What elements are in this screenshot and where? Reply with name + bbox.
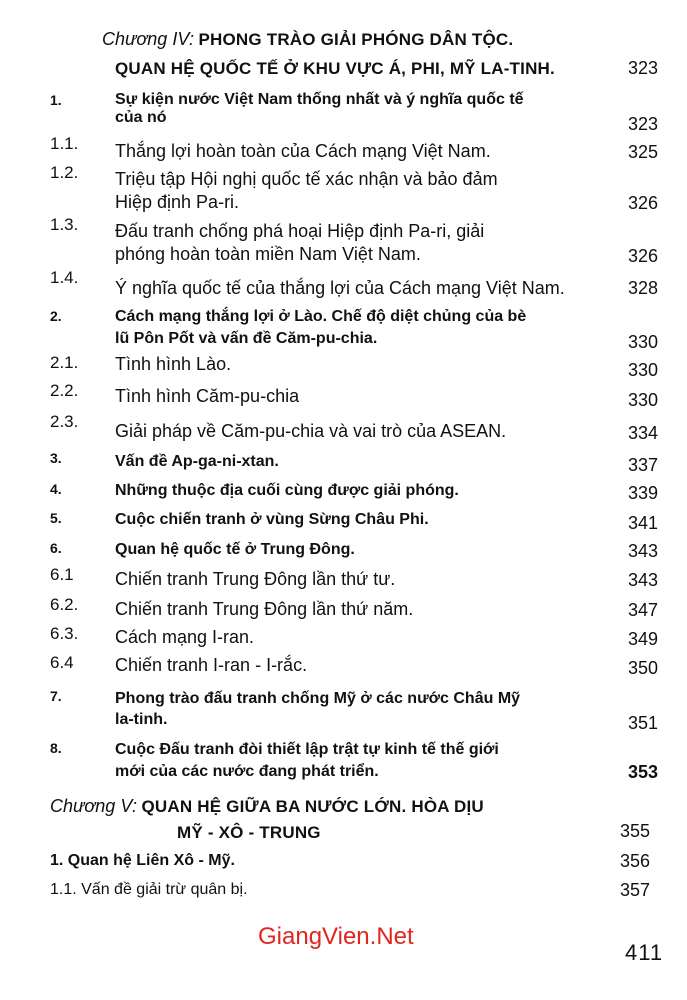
toc-entry-page: 350: [627, 658, 658, 678]
toc-entry-page: 323: [627, 114, 658, 134]
watermark-text: GiangVien.Net: [258, 923, 414, 950]
toc-entry-title: Sự kiện nước Việt Nam thống nhất và ý nghĩa quốc tế: [115, 91, 524, 108]
toc-entry-number: 6.2.: [50, 595, 79, 614]
toc-entry-page: 330: [627, 332, 658, 352]
toc-entry-number: 1.: [50, 92, 62, 108]
chapter-5-title-line1: QUAN HỆ GIỮA BA NƯỚC LỚN. HÒA DỊU: [141, 797, 484, 816]
toc-entry-page: 330: [627, 360, 658, 380]
chapter-4-title-line1: PHONG TRÀO GIẢI PHÓNG DÂN TỘC.: [198, 30, 514, 49]
toc-entry-page: 326: [627, 246, 658, 266]
toc-entry-page: 330: [627, 390, 658, 410]
chapter-4-title-line2: QUAN HỆ QUỐC TẾ Ở KHU VỰC Á, PHI, MỸ LA-TINH.: [115, 59, 555, 78]
toc-entry-title: Cuộc chiến tranh ở vùng Sừng Châu Phi.: [115, 511, 429, 528]
toc-entry-page: 337: [627, 455, 658, 475]
chapter-5-title-line2: MỸ - XÔ - TRUNG: [177, 823, 321, 842]
toc-entry-number: 6.4: [50, 653, 74, 672]
toc-entry-number: 1.1.: [50, 134, 79, 153]
toc-entry-page: 351: [627, 713, 658, 733]
toc-entry-page: 349: [627, 629, 658, 649]
toc-entry-title: Phong trào đấu tranh chống Mỹ ở các nước Châu Mỹ: [115, 690, 521, 707]
chapter-4-page: 323: [627, 58, 658, 78]
toc-entry-number: 4.: [50, 481, 62, 497]
toc-entry-title: Những thuộc địa cuối cùng được giải phóng.: [115, 482, 459, 499]
toc-entry-title-cont: phóng hoàn toàn miền Nam Việt Nam.: [115, 244, 421, 264]
toc-entry-number: 6.1: [50, 565, 74, 584]
toc-entry-title: Chiến tranh I-ran - I-rắc.: [115, 655, 308, 675]
toc-entry-number: 8.: [50, 740, 62, 756]
chapter-4-label: Chương IV:: [102, 29, 195, 49]
toc-entry-number: 6.3.: [50, 624, 79, 643]
toc-entry-title: 1. Quan hệ Liên Xô - Mỹ.: [50, 852, 235, 869]
chapter-5-page: 355: [619, 821, 650, 841]
toc-entry-page: 347: [627, 600, 658, 620]
toc-entry-number: 2.: [50, 308, 62, 324]
toc-entry-page: 341: [627, 513, 658, 533]
toc-entry-title: Ý nghĩa quốc tế của thắng lợi của Cách mạng Việt Nam.: [115, 278, 565, 298]
toc-entry-title: Chiến tranh Trung Đông lần thứ năm.: [115, 599, 414, 619]
toc-entry-page: 343: [627, 570, 658, 590]
toc-entry-title: Cách mạng I-ran.: [115, 627, 255, 647]
toc-entry-title-cont: la-tinh.: [115, 711, 168, 728]
toc-entry-page: 353: [627, 762, 658, 782]
toc-entry-page: 326: [627, 193, 658, 213]
toc-entry-page: 334: [627, 423, 658, 443]
toc-entry-title: Thắng lợi hoàn toàn của Cách mạng Việt Nam.: [115, 141, 491, 161]
toc-entry-title-cont: của nó: [115, 109, 167, 126]
toc-entry-title: Cách mạng thắng lợi ở Lào. Chế độ diệt chủng của bè: [115, 308, 527, 325]
toc-entry-number: 1.2.: [50, 163, 79, 182]
toc-entry-title: Triệu tập Hội nghị quốc tế xác nhận và bảo đảm: [115, 169, 498, 189]
toc-entry-title: Giải pháp về Căm-pu-chia và vai trò của ASEAN.: [115, 421, 507, 441]
toc-entry-page: 357: [619, 880, 650, 900]
toc-entry-title: Chiến tranh Trung Đông lần thứ tư.: [115, 569, 396, 589]
toc-entry-title: Quan hệ quốc tế ở Trung Đông.: [115, 541, 355, 558]
toc-entry-page: 325: [627, 142, 658, 162]
toc-entry-number: 5.: [50, 510, 62, 526]
toc-entry-number: 1.3.: [50, 215, 79, 234]
toc-entry-number: 1.4.: [50, 268, 79, 287]
toc-entry-number: 3.: [50, 450, 62, 466]
toc-entry-title: Vấn đề Ap-ga-ni-xtan.: [115, 453, 279, 470]
toc-entry-title: Cuộc Đấu tranh đòi thiết lập trật tự kinh tế thế giới: [115, 741, 499, 758]
toc-entry-title-cont: mới của các nước đang phát triển.: [115, 763, 379, 780]
toc-entry-title: 1.1. Vấn đề giải trừ quân bị.: [50, 881, 248, 898]
toc-entry-number: 6.: [50, 540, 62, 556]
chapter-5-heading: [50, 796, 484, 817]
toc-entry-number: 7.: [50, 688, 62, 704]
toc-entry-page: 339: [627, 483, 658, 503]
toc-entry-title-cont: Hiệp định Pa-ri.: [115, 192, 240, 212]
toc-entry-page: 328: [627, 278, 658, 298]
toc-entry-number: 2.1.: [50, 353, 79, 372]
toc-entry-title-cont: lũ Pôn Pốt và vấn đề Căm-pu-chia.: [115, 330, 378, 347]
toc-entry-page: 343: [627, 541, 658, 561]
chapter-4-heading: [102, 29, 513, 50]
toc-entry-title: Đấu tranh chống phá hoại Hiệp định Pa-ri, giải: [115, 221, 485, 241]
page-number: 411: [625, 940, 664, 965]
toc-entry-title: Tình hình Lào.: [115, 354, 232, 374]
toc-entry-number: 2.2.: [50, 381, 79, 400]
toc-entry-number: 2.3.: [50, 412, 79, 431]
toc-entry-title: Tình hình Căm-pu-chia: [115, 386, 300, 406]
toc-entry-page: 356: [619, 851, 650, 871]
chapter-5-label: Chương V:: [50, 796, 138, 816]
